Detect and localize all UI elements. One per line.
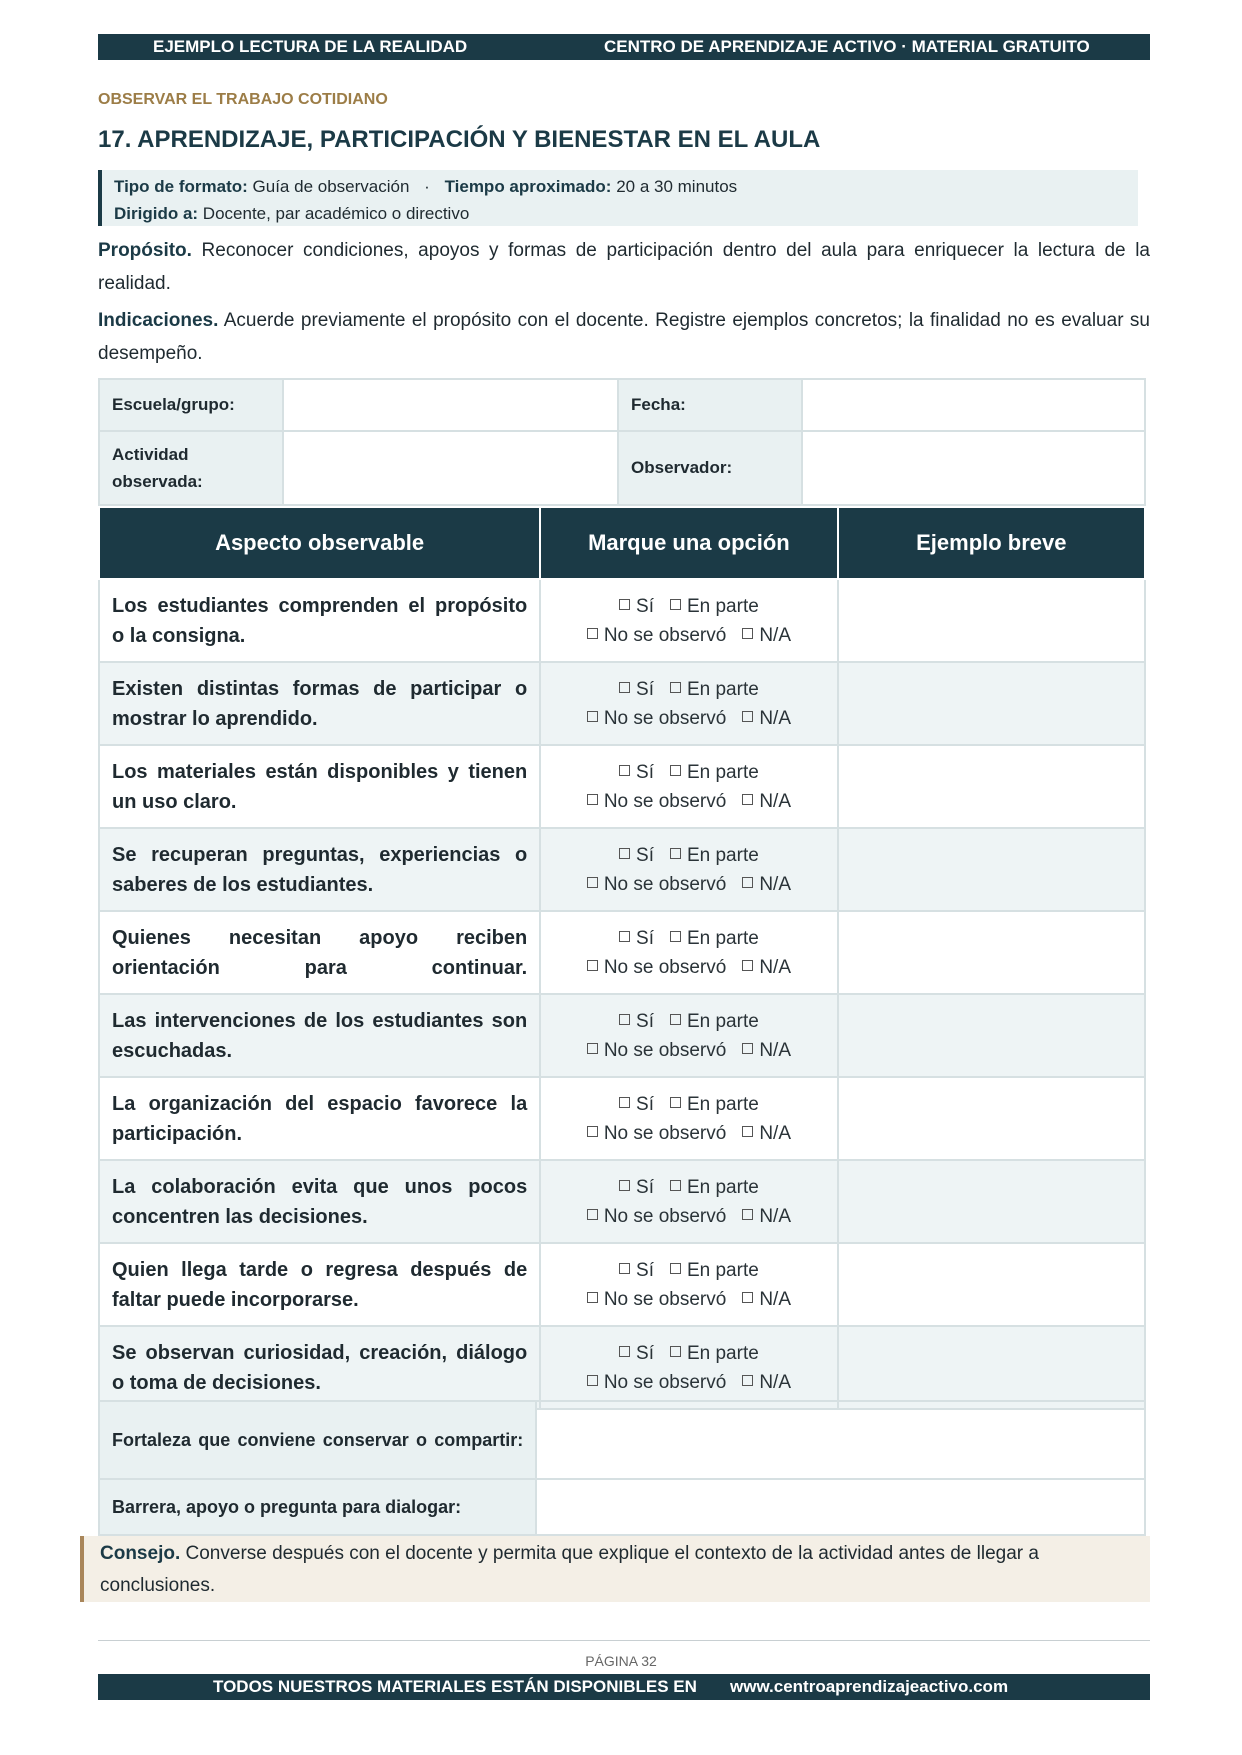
checkbox-icon (587, 1043, 598, 1054)
checkbox-icon (619, 1180, 630, 1191)
option-en-parte[interactable]: En parte (670, 596, 759, 617)
option-si[interactable]: Sí (619, 679, 654, 700)
option-na[interactable]: N/A (742, 708, 791, 729)
checkbox-icon (670, 848, 681, 859)
checkbox-icon (619, 599, 630, 610)
page-number: PÁGINA 32 (585, 1653, 657, 1669)
option-no-se-observo[interactable]: No se observó (587, 1372, 727, 1393)
option-no-se-observo[interactable]: No se observó (587, 625, 727, 646)
option-no-se-observo[interactable]: No se observó (587, 1123, 727, 1144)
format-label: Tipo de formato: (114, 177, 248, 196)
checkbox-icon (619, 1263, 630, 1274)
closing-table (98, 1400, 1146, 1536)
header-right: CENTRO DE APRENDIZAJE ACTIVO · MATERIAL GRATUITO (604, 37, 1090, 56)
checkbox-icon (670, 1346, 681, 1357)
checkbox-icon (742, 1292, 753, 1303)
tip-label: Consejo. (100, 1543, 181, 1564)
barrier-label: Barrera, apoyo o pregunta para dialogar: (99, 1479, 536, 1535)
option-en-parte[interactable]: En parte (670, 1343, 759, 1364)
checkbox-icon (670, 682, 681, 693)
table-row (99, 994, 1145, 1077)
table-row (99, 1160, 1145, 1243)
example-cell[interactable] (838, 994, 1145, 1077)
purpose-label: Propósito. (98, 240, 192, 261)
checkbox-icon (587, 628, 598, 639)
checkbox-icon (587, 1375, 598, 1386)
strength-field[interactable] (536, 1401, 1145, 1479)
header-aspect: Aspecto observable (99, 508, 540, 579)
table-row (99, 1077, 1145, 1160)
purpose-text: Reconocer condiciones, apoyos y formas de participación dentro del aula para enriquecer la lectura de la realidad. (98, 240, 1150, 294)
options-cell (540, 1243, 837, 1326)
aspect-cell: Los materiales están disponibles y tienen un uso claro. (99, 745, 540, 828)
observation-table (98, 508, 1146, 1410)
checkbox-icon (619, 931, 630, 942)
checkbox-icon (742, 877, 753, 888)
header-left: EJEMPLO LECTURA DE LA REALIDAD (153, 37, 468, 56)
example-cell[interactable] (838, 828, 1145, 911)
activity-field[interactable] (283, 431, 618, 505)
option-na[interactable]: N/A (742, 874, 791, 895)
table-row (99, 1326, 1145, 1409)
option-si[interactable]: Sí (619, 1011, 654, 1032)
option-no-se-observo[interactable]: No se observó (587, 791, 727, 812)
checkbox-icon (670, 1097, 681, 1108)
example-cell[interactable] (838, 911, 1145, 994)
checkbox-icon (670, 765, 681, 776)
checkbox-icon (742, 794, 753, 805)
school-label: Escuela/grupo: (99, 379, 283, 431)
example-cell[interactable] (838, 1326, 1145, 1409)
checkbox-icon (619, 1097, 630, 1108)
table-row (99, 911, 1145, 994)
format-value: Guía de observación (252, 177, 410, 196)
checkbox-icon (619, 682, 630, 693)
header-band (98, 34, 1150, 60)
option-na[interactable]: N/A (742, 625, 791, 646)
example-cell[interactable] (838, 1160, 1145, 1243)
option-en-parte[interactable]: En parte (670, 762, 759, 783)
example-cell[interactable] (838, 1077, 1145, 1160)
option-na[interactable]: N/A (742, 791, 791, 812)
option-si[interactable]: Sí (619, 1094, 654, 1115)
option-na[interactable]: N/A (742, 1123, 791, 1144)
checkbox-icon (587, 960, 598, 971)
option-no-se-observo[interactable]: No se observó (587, 1206, 727, 1227)
option-no-se-observo[interactable]: No se observó (587, 874, 727, 895)
option-na[interactable]: N/A (742, 1040, 791, 1061)
checkbox-icon (670, 1263, 681, 1274)
table-row (99, 745, 1145, 828)
barrier-field[interactable] (536, 1479, 1145, 1535)
checkbox-icon (742, 711, 753, 722)
option-na[interactable]: N/A (742, 1372, 791, 1393)
aspect-cell: Se recuperan preguntas, experiencias o saberes de los estudiantes. (99, 828, 540, 911)
option-en-parte[interactable]: En parte (670, 1177, 759, 1198)
tip-text: Converse después con el docente y permita que explique el contexto de la actividad antes de llegar a conclusiones. (100, 1543, 1039, 1596)
school-field[interactable] (283, 379, 618, 431)
footer-divider (98, 1640, 1150, 1641)
audience-label: Dirigido a: (114, 204, 199, 223)
option-en-parte[interactable]: En parte (670, 845, 759, 866)
option-si[interactable]: Sí (619, 1343, 654, 1364)
checkbox-icon (619, 765, 630, 776)
checkbox-icon (742, 1209, 753, 1220)
instructions-label: Indicaciones. (98, 310, 219, 331)
header-example: Ejemplo breve (838, 508, 1145, 579)
table-row (99, 579, 1145, 662)
checkbox-icon (742, 1375, 753, 1386)
checkbox-icon (670, 1014, 681, 1025)
option-si[interactable]: Sí (619, 928, 654, 949)
option-en-parte[interactable]: En parte (670, 1094, 759, 1115)
activity-label: Actividad observada: (99, 431, 283, 505)
info-table (98, 378, 1146, 506)
meta-box (98, 170, 1138, 226)
aspect-cell: La colaboración evita que unos pocos concentren las decisiones. (99, 1160, 540, 1243)
footer-url[interactable]: www.centroaprendizajeactivo.com (730, 1677, 1009, 1696)
aspect-cell: Quien llega tarde o regresa después de faltar puede incorporarse. (99, 1243, 540, 1326)
checkbox-icon (587, 794, 598, 805)
checkbox-icon (742, 628, 753, 639)
aspect-cell: Los estudiantes comprenden el propósito o la consigna. (99, 579, 540, 662)
options-cell (540, 911, 837, 994)
checkbox-icon (587, 711, 598, 722)
options-cell (540, 745, 837, 828)
options-cell (540, 662, 837, 745)
meta-separator: · (424, 177, 430, 196)
table-row (99, 662, 1145, 745)
options-cell (540, 1326, 837, 1409)
option-no-se-observo[interactable]: No se observó (587, 1289, 727, 1310)
date-field[interactable] (802, 379, 1145, 431)
date-label: Fecha: (618, 379, 802, 431)
options-cell (540, 579, 837, 662)
instructions-text: Acuerde previamente el propósito con el docente. Registre ejemplos concretos; la finalidad no es evaluar su desempeño. (98, 310, 1150, 364)
checkbox-icon (619, 848, 630, 859)
time-value: 20 a 30 minutos (616, 177, 738, 196)
checkbox-icon (742, 1126, 753, 1137)
aspect-cell: Existen distintas formas de participar o mostrar lo aprendido. (99, 662, 540, 745)
checkbox-icon (742, 1043, 753, 1054)
purpose-paragraph (98, 234, 1150, 300)
checkbox-icon (670, 931, 681, 942)
option-no-se-observo[interactable]: No se observó (587, 1040, 727, 1061)
example-cell[interactable] (838, 662, 1145, 745)
example-cell[interactable] (838, 579, 1145, 662)
checkbox-icon (619, 1346, 630, 1357)
options-cell (540, 828, 837, 911)
page-title: 17. APRENDIZAJE, PARTICIPACIÓN Y BIENESTAR EN EL AULA (98, 126, 821, 153)
option-si[interactable]: Sí (619, 1260, 654, 1281)
checkbox-icon (587, 1126, 598, 1137)
tip-box (80, 1536, 1150, 1602)
option-no-se-observo[interactable]: No se observó (587, 708, 727, 729)
example-cell[interactable] (838, 745, 1145, 828)
observer-label: Observador: (618, 431, 802, 505)
options-cell (540, 1077, 837, 1160)
table-row (99, 828, 1145, 911)
option-na[interactable]: N/A (742, 1289, 791, 1310)
option-si[interactable]: Sí (619, 845, 654, 866)
option-si[interactable]: Sí (619, 1177, 654, 1198)
footer-text: TODOS NUESTROS MATERIALES ESTÁN DISPONIBLES EN (213, 1677, 697, 1696)
strength-label: Fortaleza que conviene conservar o compartir: (99, 1401, 536, 1479)
aspect-cell: Las intervenciones de los estudiantes son escuchadas. (99, 994, 540, 1077)
options-cell (540, 1160, 837, 1243)
footer-band (98, 1674, 1150, 1700)
checkbox-icon (670, 1180, 681, 1191)
checkbox-icon (619, 1014, 630, 1025)
aspect-cell: Quienes necesitan apoyo reciben orientación para continuar. (99, 911, 540, 994)
table-row (99, 1243, 1145, 1326)
option-no-se-observo[interactable]: No se observó (587, 957, 727, 978)
option-en-parte[interactable]: En parte (670, 1260, 759, 1281)
time-label: Tiempo aproximado: (444, 177, 612, 196)
aspect-cell: Se observan curiosidad, creación, diálogo o toma de decisiones. (99, 1326, 540, 1409)
checkbox-icon (587, 877, 598, 888)
instructions-paragraph (98, 304, 1150, 370)
header-options: Marque una opción (540, 508, 837, 579)
option-si[interactable]: Sí (619, 596, 654, 617)
observer-field[interactable] (802, 431, 1145, 505)
example-cell[interactable] (838, 1243, 1145, 1326)
audience-value: Docente, par académico o directivo (202, 204, 470, 223)
option-en-parte[interactable]: En parte (670, 679, 759, 700)
options-cell (540, 994, 837, 1077)
option-en-parte[interactable]: En parte (670, 1011, 759, 1032)
option-en-parte[interactable]: En parte (670, 928, 759, 949)
checkbox-icon (742, 960, 753, 971)
checkbox-icon (587, 1209, 598, 1220)
option-na[interactable]: N/A (742, 957, 791, 978)
checkbox-icon (670, 599, 681, 610)
section-label: OBSERVAR EL TRABAJO COTIDIANO (98, 91, 388, 108)
option-si[interactable]: Sí (619, 762, 654, 783)
option-na[interactable]: N/A (742, 1206, 791, 1227)
checkbox-icon (587, 1292, 598, 1303)
aspect-cell: La organización del espacio favorece la participación. (99, 1077, 540, 1160)
